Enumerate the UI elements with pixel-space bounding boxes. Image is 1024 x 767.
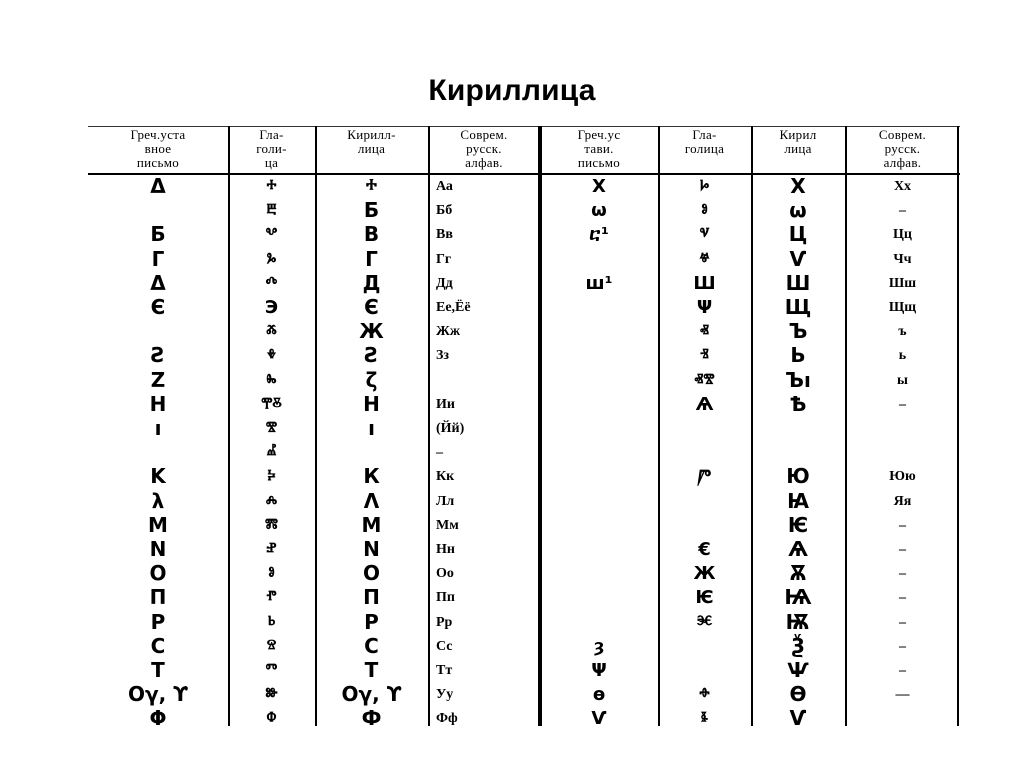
cell-modern-russian: Вв	[436, 227, 453, 243]
table-top-border	[88, 126, 960, 127]
cell-greek-uncial: λ	[151, 488, 165, 513]
cell-glagolitic: ⱃ	[267, 611, 276, 633]
cell-glagolitic: Э	[264, 297, 279, 318]
cell-cyrillic: Н	[363, 391, 380, 416]
cell-modern-russian-2: –	[899, 396, 906, 412]
cell-cyrillic-2: Х	[790, 174, 806, 198]
cell-cyrillic-2: Ъı	[785, 367, 811, 392]
cell-cyrillic-2: Ъ	[788, 319, 808, 344]
cell-cyrillic: В	[363, 222, 380, 247]
cell-cyrillic: Λ	[363, 488, 380, 513]
cell-glagolitic-2: ⱁ	[701, 200, 708, 222]
cell-modern-russian: Зз	[436, 348, 450, 364]
cell-cyrillic-2: ω	[789, 198, 807, 223]
cell-cyrillic-2: Ѣ	[789, 391, 807, 416]
cell-glagolitic: ⱅ	[265, 660, 278, 681]
cell-modern-russian: Бб	[436, 203, 453, 219]
cell-cyrillic-2: Ѯ	[791, 633, 805, 658]
cell-greek-uncial: Φ	[149, 706, 167, 731]
cell-cyrillic: ζ	[365, 367, 378, 392]
cell-glagolitic: ⰲ	[265, 224, 278, 246]
cell-glagolitic: ⰾ	[265, 490, 278, 512]
cell-glagolitic-2: ⱚ	[699, 684, 710, 706]
cell-glagolitic-2: ⱏⰺ	[694, 369, 715, 391]
cell-modern-russian-2: Хх	[893, 179, 912, 194]
cell-greek-uncial: Η	[149, 391, 167, 416]
cell-cyrillic: Ф	[361, 706, 382, 731]
cell-glagolitic-2: Ѧ	[695, 393, 714, 415]
cell-cyrillic-2: Ѥ	[787, 512, 809, 537]
cell-greek-uncial: Κ	[150, 464, 166, 489]
cell-glagolitic: ⰸ	[266, 369, 277, 391]
cell-greek-uncial-2: ⴀ¹	[589, 224, 609, 246]
cell-glagolitic-2: ⱛ	[701, 708, 708, 730]
cell-greek-uncial: Ν	[149, 537, 167, 561]
cell-modern-russian-2: Юю	[889, 469, 916, 485]
cell-glagolitic-2: Ѥ	[695, 587, 714, 609]
cell-cyrillic-2: Ѫ	[789, 561, 807, 586]
header-greek-uncial-2: Греч.ус тави. письмо	[577, 128, 621, 170]
cell-glagolitic: ⰷ	[267, 345, 276, 367]
cell-greek-uncial-2: Ѵ	[591, 708, 607, 730]
cell-modern-russian-2: Яя	[893, 493, 912, 509]
cell-greek-uncial-2: ȝ	[593, 635, 605, 657]
cell-glagolitic-2: Ψ	[696, 297, 713, 318]
cell-modern-russian-2: —	[895, 687, 910, 703]
cell-modern-russian-2: Цц	[893, 227, 912, 243]
cell-greek-uncial: Δ	[150, 270, 166, 295]
cell-modern-russian-2: –	[899, 614, 906, 630]
cell-glagolitic-2: ⱐ	[700, 345, 709, 367]
cell-modern-russian-2: –	[899, 638, 906, 654]
cell-greek-uncial-2: Ψ	[591, 660, 607, 681]
cell-modern-russian: Ее,Ёё	[436, 300, 471, 315]
cell-cyrillic-2: Ш	[785, 270, 811, 295]
cell-modern-russian: Аа	[436, 179, 453, 194]
cell-greek-uncial: Μ	[148, 512, 168, 537]
cell-modern-russian: Оо	[436, 566, 454, 582]
cell-modern-russian-2: –	[899, 663, 906, 678]
header-cyrillic: Кирилл- лица	[347, 128, 396, 156]
cell-greek-uncial: Б	[150, 222, 166, 247]
cell-cyrillic: Ꙅ	[364, 343, 379, 368]
cell-cyrillic: Оγ, ϒ	[341, 682, 402, 707]
header-cyrillic-2: Кирил лица	[779, 128, 817, 156]
slide-title: Кириллица	[428, 74, 596, 107]
cell-greek-uncial: Т	[151, 658, 165, 682]
cell-glagolitic-2: €	[698, 539, 711, 560]
cell-glagolitic-2: ⱍ	[699, 248, 710, 270]
cell-cyrillic: П	[363, 585, 380, 610]
cell-modern-russian: Ии	[436, 396, 455, 412]
cell-cyrillic: Є	[364, 295, 379, 319]
cell-greek-uncial-2: Χ	[592, 176, 606, 197]
cell-cyrillic: Г	[365, 246, 378, 271]
header-glagolitic-2: Гла- голица	[684, 128, 725, 156]
cell-glagolitic: ⱄ	[266, 635, 277, 657]
cell-glagolitic: ⱀ	[266, 539, 277, 560]
cell-glagolitic-2: Ж	[693, 563, 716, 585]
header-modern-russian-2: Соврем. русск. алфав.	[878, 128, 927, 170]
cell-modern-russian: Фф	[436, 711, 458, 727]
cell-modern-russian: Сс	[436, 638, 453, 654]
cell-cyrillic: Д	[362, 270, 381, 295]
cell-glagolitic: ⰰ	[266, 176, 277, 197]
cell-cyrillic: К	[363, 464, 380, 489]
cell-cyrillic: Р	[364, 609, 379, 634]
cell-cyrillic-2: Ю	[786, 464, 810, 489]
cell-glagolitic-2: ⱗ	[696, 611, 713, 633]
cell-glagolitic: ⰳ	[266, 248, 277, 270]
cell-modern-russian: Пп	[436, 590, 455, 606]
cell-glagolitic: ⰹⰻ	[261, 393, 282, 415]
cell-greek-uncial: Δ	[150, 174, 166, 198]
cell-modern-russian: Рр	[436, 614, 453, 630]
cell-greek-uncial: С	[150, 633, 166, 658]
cell-modern-russian-2: ъ	[898, 324, 907, 340]
cell-cyrillic-2: Щ	[784, 295, 812, 319]
cell-modern-russian: Уу	[436, 687, 454, 703]
cell-modern-russian-2: Щщ	[888, 300, 917, 315]
cell-modern-russian: Дд	[436, 275, 453, 291]
cell-greek-uncial: Ꙅ	[150, 343, 166, 368]
cell-modern-russian-2: Чч	[893, 251, 912, 267]
cell-glagolitic-2: ⱌ	[699, 224, 710, 246]
cell-cyrillic: Т	[364, 658, 379, 682]
cell-modern-russian: Нн	[436, 542, 455, 557]
cell-modern-russian-2: –	[899, 517, 906, 533]
cell-greek-uncial-2: ω	[591, 200, 607, 222]
cell-cyrillic: О	[362, 561, 380, 586]
cell-modern-russian: Лл	[436, 493, 455, 509]
cell-glagolitic: ⰱ	[266, 200, 277, 222]
cell-cyrillic: М	[361, 512, 382, 537]
cell-modern-russian: Мм	[436, 517, 459, 533]
cell-cyrillic-2: Ѧ	[788, 537, 808, 561]
cell-greek-uncial: Ρ	[150, 609, 166, 634]
cell-glagolitic-2: Ⱓ	[697, 466, 712, 488]
cell-glagolitic: ⰺ	[265, 418, 278, 439]
cell-modern-russian-2: –	[899, 590, 906, 606]
cell-glagolitic-2: ⱏ	[700, 321, 709, 343]
cell-modern-russian: Тт	[436, 663, 453, 678]
cell-glagolitic: ⱇ	[266, 708, 277, 730]
cell-cyrillic-2: Ц	[788, 222, 808, 247]
cell-cyrillic-2: Ѭ	[785, 609, 811, 634]
cell-cyrillic-2: Ѩ	[784, 585, 812, 610]
cell-cyrillic: ı	[368, 416, 375, 440]
cell-greek-uncial: Оγ, ϒ	[127, 682, 189, 707]
cell-cyrillic-2: Ѵ	[789, 246, 807, 271]
alphabet-table	[88, 126, 960, 731]
cell-cyrillic: С	[364, 633, 379, 658]
cell-cyrillic: Б	[363, 198, 380, 223]
cell-greek-uncial-2: ѳ	[592, 684, 606, 706]
cell-cyrillic: N	[363, 537, 380, 561]
header-glagolitic: Гла- голи- ца	[256, 128, 287, 170]
cell-cyrillic-2: Ѱ	[787, 658, 809, 682]
cell-modern-russian: Гг	[436, 251, 452, 267]
cell-glagolitic: ⱆ	[265, 684, 278, 706]
cell-cyrillic: Ж	[359, 319, 384, 344]
cell-cyrillic: ⰰ	[366, 174, 377, 198]
cell-cyrillic-2: Ь	[790, 343, 806, 368]
cell-glagolitic: ⰿ	[265, 514, 278, 536]
header-greek-uncial: Греч.уста вное письмо	[130, 128, 186, 170]
cell-modern-russian-2: –	[899, 203, 906, 219]
header-modern-russian: Соврем. русск. алфав.	[460, 128, 508, 170]
cell-modern-russian: Жж	[436, 324, 460, 340]
cell-greek-uncial: Є	[150, 295, 166, 319]
cell-greek-uncial: ı	[154, 416, 162, 440]
cell-glagolitic: ⰼ	[266, 442, 277, 464]
cell-greek-uncial: Ο	[149, 561, 167, 586]
cell-cyrillic-2: Ѳ	[789, 682, 807, 707]
cell-cyrillic-2: Ꙗ	[787, 488, 809, 513]
cell-modern-russian: –	[436, 445, 443, 461]
cell-greek-uncial: Π	[149, 585, 167, 610]
cell-glagolitic: ⰽ	[267, 466, 276, 488]
cell-glagolitic: ⰴ	[265, 272, 278, 294]
cell-modern-russian-2: –	[899, 566, 906, 582]
cell-greek-uncial: Ζ	[150, 367, 166, 392]
cell-glagolitic-2: ⱈ	[699, 176, 710, 197]
cell-glagolitic: ⰶ	[266, 321, 277, 343]
cell-modern-russian: Кк	[436, 469, 455, 485]
cell-glagolitic: ⱁ	[268, 563, 275, 585]
cell-glagolitic: ⱂ	[266, 587, 277, 609]
cell-greek-uncial: Г	[151, 246, 165, 271]
cell-modern-russian-2: ы	[897, 372, 908, 388]
cell-modern-russian-2: Шш	[888, 275, 917, 291]
cell-glagolitic-2: Ш	[693, 272, 716, 294]
cell-modern-russian-2: ь	[898, 348, 907, 364]
cell-cyrillic-2: Ѵ	[789, 706, 807, 731]
cell-modern-russian: (Йй)	[436, 421, 465, 436]
cell-modern-russian-2: –	[899, 542, 906, 557]
cell-greek-uncial-2: ш¹	[585, 272, 613, 294]
